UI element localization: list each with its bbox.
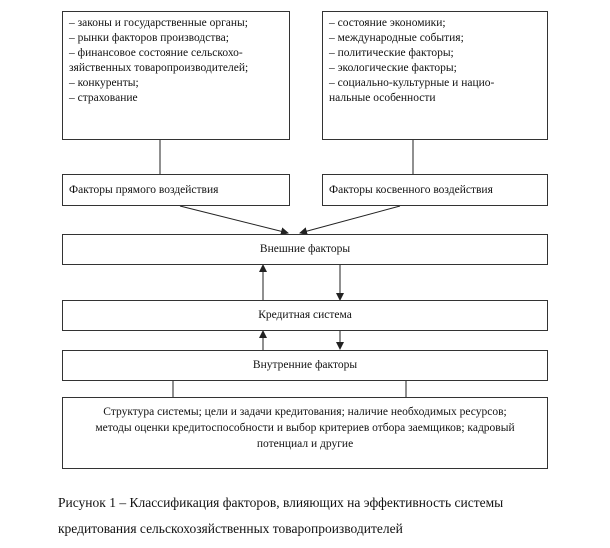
figure-caption xyxy=(58,490,503,542)
list-item: нальные особенности xyxy=(329,92,436,104)
indirect-factors-box xyxy=(322,174,548,206)
list-item: – рынки факторов производства; xyxy=(69,32,229,44)
list-item: зяйственных товаропроизводителей; xyxy=(69,62,249,74)
list-item: – международные события; xyxy=(329,32,464,44)
internal-factors-details-box xyxy=(62,397,548,469)
details-line: методы оценки кредитоспособности и выбор критериев отбора заемщиков; кадровый xyxy=(95,422,515,434)
list-item: – социально-культурные и нацио- xyxy=(329,77,495,89)
list-item: – финансовое состояние сельскохо- xyxy=(69,47,243,59)
internal-factors-box xyxy=(62,350,548,381)
direct-factors-label: Факторы прямого воздействия xyxy=(69,183,219,196)
list-item: – экологические факторы; xyxy=(329,62,457,74)
credit-system-label: Кредитная система xyxy=(258,309,352,321)
caption-line: кредитования сельскохозяйственных товаропроизводителей xyxy=(58,521,403,536)
credit-system-box xyxy=(62,300,548,331)
external-factors-label: Внешние факторы xyxy=(259,243,351,255)
indirect-factors-list-box xyxy=(322,11,548,140)
list-item: – страхование xyxy=(69,92,138,104)
list-item: – состояние экономики; xyxy=(329,17,446,29)
direct-factors-list-box xyxy=(62,11,290,140)
list-item: – политические факторы; xyxy=(329,47,454,59)
indirect-factors-label: Факторы косвенного воздействия xyxy=(329,183,493,196)
details-line: потенциал и другие xyxy=(256,438,354,450)
direct-factors-box xyxy=(62,174,290,206)
list-item: – законы и государственные органы; xyxy=(69,17,248,29)
internal-factors-label: Внутренние факторы xyxy=(252,359,358,371)
details-line: Структура системы; цели и задачи кредитования; наличие необходимых ресурсов; xyxy=(103,406,507,418)
list-item: – конкуренты; xyxy=(69,77,139,89)
external-factors-box xyxy=(62,234,548,265)
caption-line: Рисунок 1 – Классификация факторов, влияющих на эффективность системы xyxy=(58,495,504,510)
